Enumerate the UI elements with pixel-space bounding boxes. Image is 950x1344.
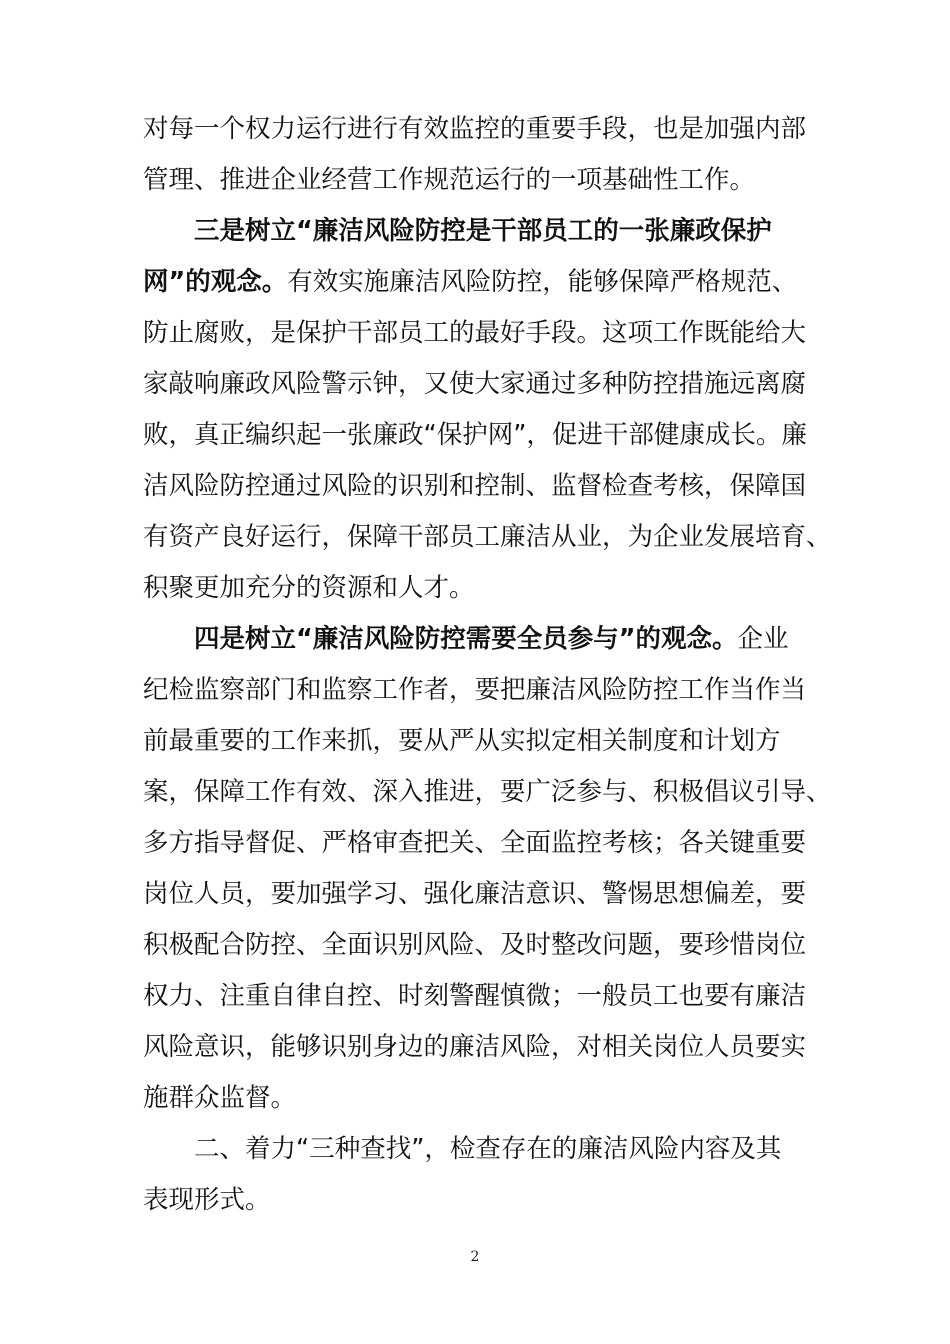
text-line: 洁风险防控通过风险的识别和控制、监督检查考核，保障国 [143,471,807,501]
text-line: 风险意识，能够识别身边的廉洁风险，对相关岗位人员要实 [143,1032,807,1062]
section-heading-two [143,1124,807,1226]
body-text: 有效实施廉洁风险防控，能够保障严格规范、 [287,267,798,297]
text-line: 家敲响廉政风险警示钟，又使大家通过多种防控措施远离腐 [143,369,807,399]
text-line: 权力、注重自律自控、时刻警醒慎微；一般员工也要有廉洁 [143,981,807,1011]
text-line: 防止腐败，是保护干部员工的最好手段。这项工作既能给大 [143,318,807,348]
text-line: 岗位人员，要加强学习、强化廉洁意识、警惕思想偏差，要 [143,879,807,909]
document-body [143,104,832,1226]
paragraph-point-three [143,206,832,614]
bold-heading: 四是树立“廉洁风险防控需要全员参与”的观念。 [194,624,738,654]
text-line: 积聚更加充分的资源和人才。 [143,573,475,603]
text-line [143,206,807,257]
text-line: 施群众监督。 [143,1083,297,1113]
bold-heading: 网”的观念。 [143,267,288,297]
text-line: 管理、推进企业经营工作规范运行的一项基础性工作。 [143,165,756,195]
page-number: 2 [470,1249,480,1265]
text-line: 败，真正编织起一张廉政“保护网”，促进干部健康成长。廉 [143,420,807,450]
text-line: 多方指导督促、严格审查把关、全面监控考核；各关键重要 [143,828,807,858]
text-line: 二、着力“三种查找”，检查存在的廉洁风险内容及其 [194,1134,782,1164]
bold-heading: 三是树立“廉洁风险防控是干部员工的一张廉政保护 [194,216,772,246]
paragraph-point-four [143,614,832,1124]
text-line [143,614,807,665]
text-line: 纪检监察部门和监察工作者，要把廉洁风险防控工作当作当 [143,675,807,705]
text-line: 表现形式。 [143,1185,271,1215]
text-line: 案，保障工作有效、深入推进，要广泛参与、积极倡议引导、 [143,777,832,807]
text-line: 前最重要的工作来抓，要从严从实拟定相关制度和计划方 [143,726,781,756]
body-text: 企业 [737,624,789,654]
text-line [143,257,807,308]
text-line: 积极配合防控、全面识别风险、及时整改问题，要珍惜岗位 [143,930,807,960]
text-line: 有资产良好运行，保障干部员工廉洁从业，为企业发展培育、 [143,522,832,552]
paragraph-continuation [143,104,807,206]
text-line: 对每一个权力运行进行有效监控的重要手段，也是加强内部 [143,114,807,144]
